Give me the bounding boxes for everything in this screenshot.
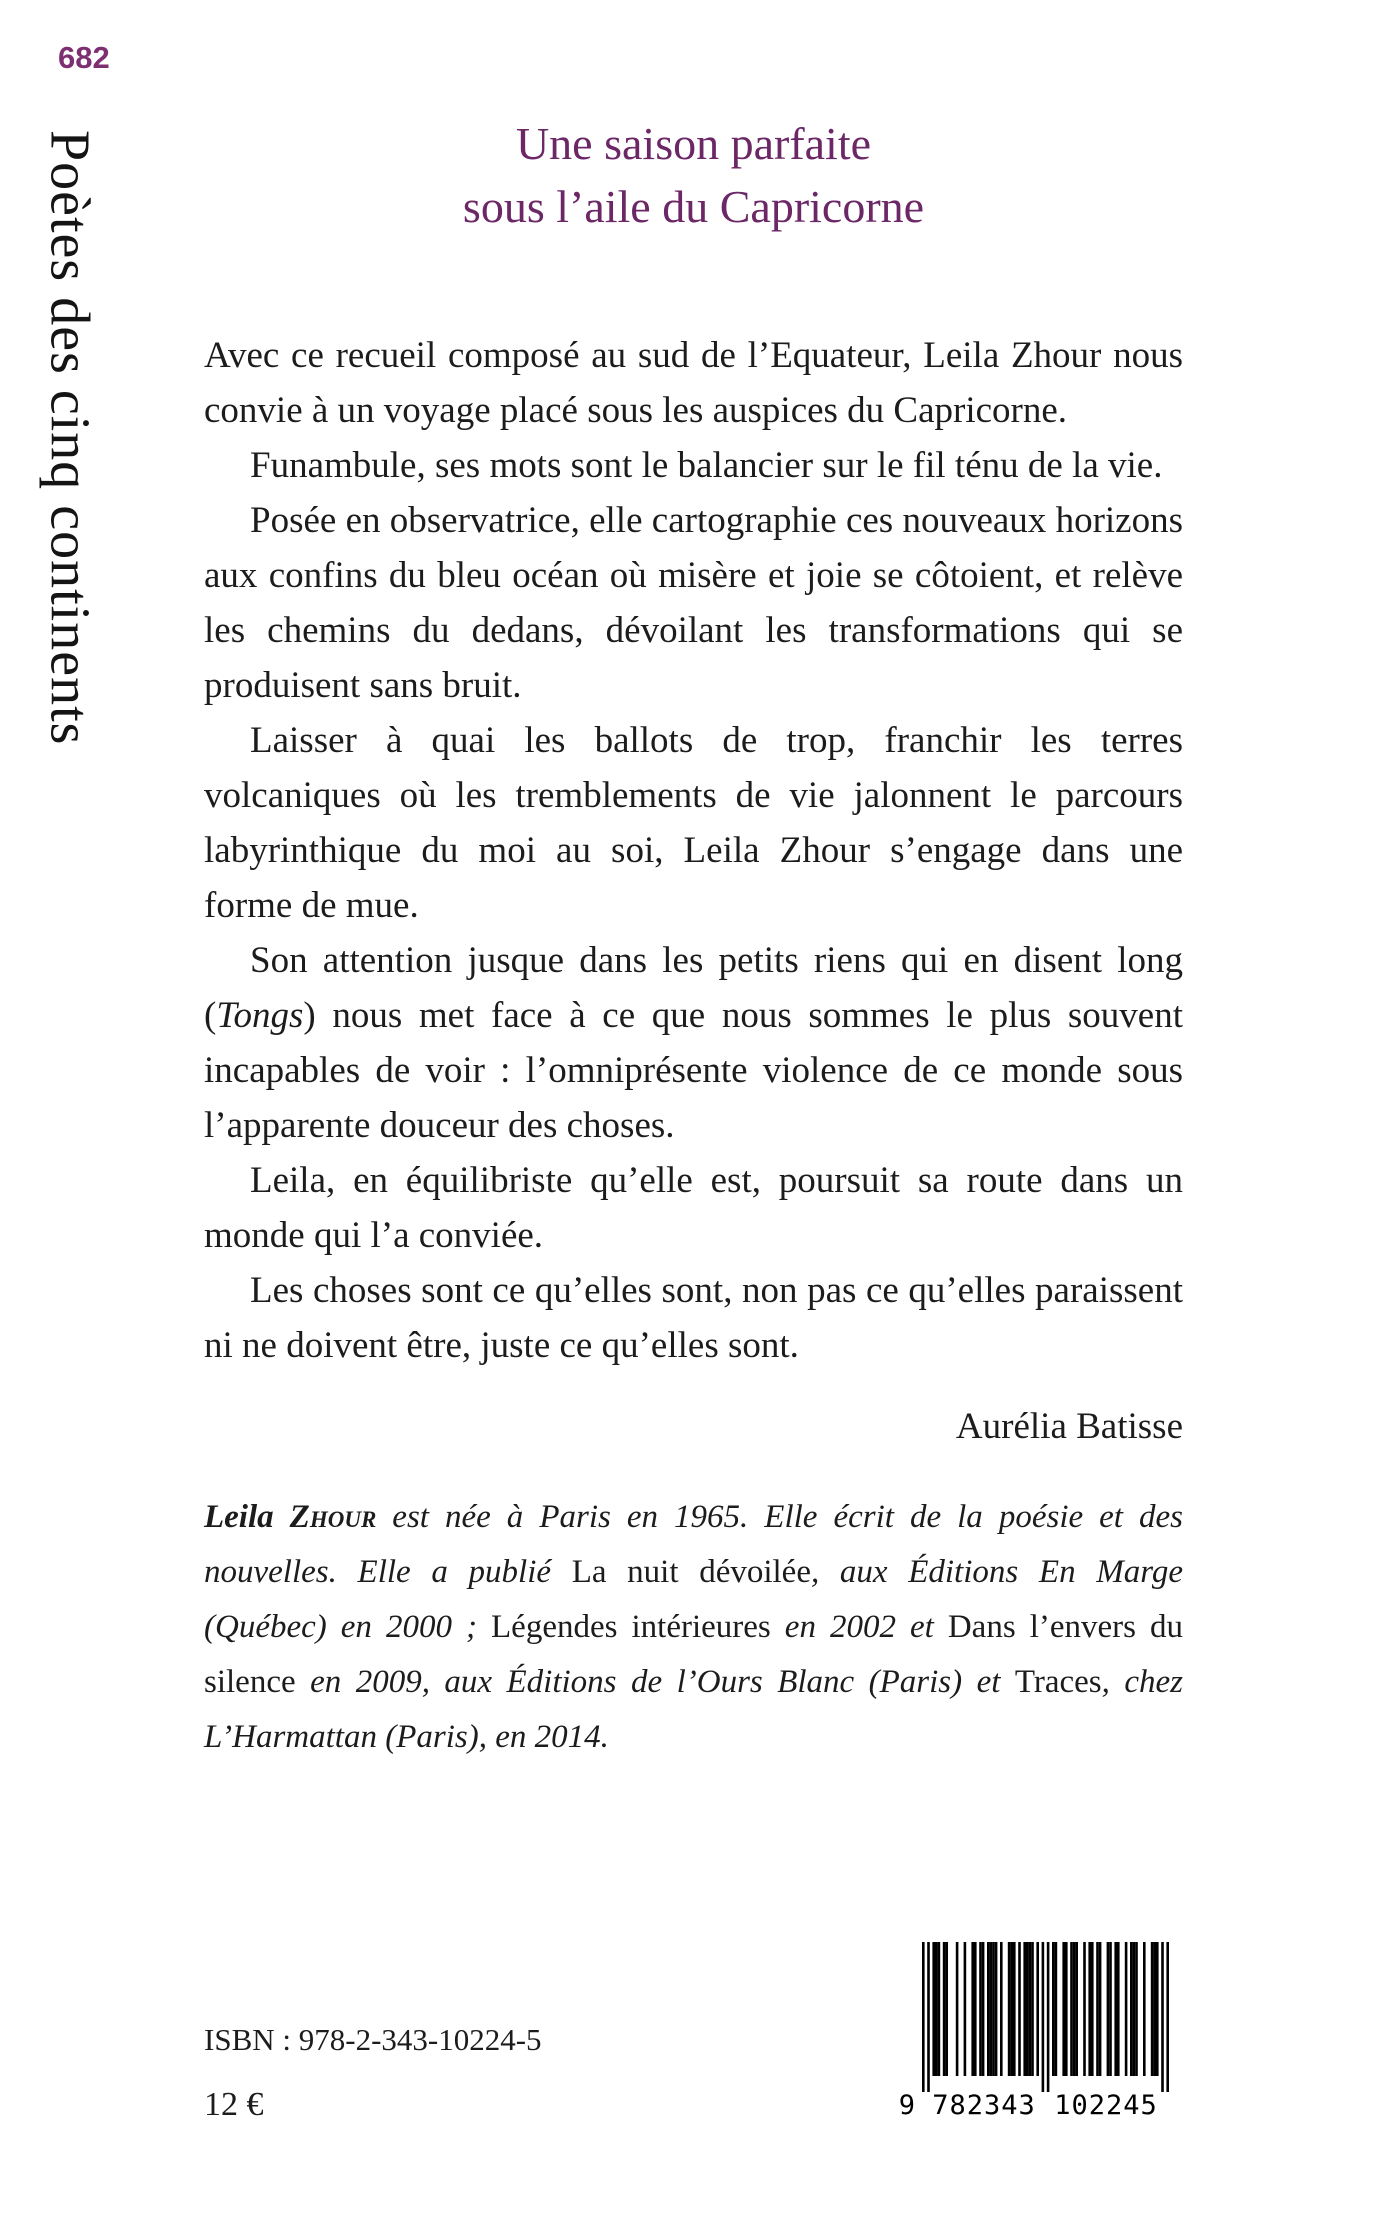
- collection-number: 682: [58, 40, 110, 75]
- text-segment: , chez L’Harmattan (Paris), en 2014.: [204, 1664, 1184, 1755]
- barcode-bar: [1109, 1942, 1112, 2076]
- barcode-bar: [995, 1942, 998, 2076]
- price: 12 €: [204, 2086, 264, 2123]
- barcode: [900, 1942, 1190, 2125]
- barcode-digits-right: 102245: [1054, 2090, 1158, 2120]
- book-title-line1: Une saison parfaite: [515, 118, 872, 169]
- barcode-bar: [1000, 1942, 1003, 2076]
- blurb-paragraph: [204, 438, 1183, 493]
- barcode-bar: [927, 1942, 930, 2092]
- text-segment: en 2002 et: [770, 1609, 948, 1645]
- book-title-line2: sous l’aile du Capricorne: [462, 181, 925, 232]
- text-segment: ) nous met face à ce que nous sommes le plus souvent incapables de voir : l’omniprésente violence de ce monde sous l’apparente douceur des choses.: [204, 995, 1183, 1146]
- barcode-bar: [1088, 1942, 1091, 2076]
- collection-title-vertical: Poètes des cinq continents: [38, 130, 101, 746]
- text-segment: en 2009, aux Éditions de l’Ours Blanc (Paris) et: [295, 1664, 1015, 1700]
- barcode-bar: [943, 1942, 946, 2076]
- barcode-bar: [1153, 1942, 1156, 2076]
- barcode-bar: [1143, 1942, 1146, 2076]
- text-segment: Légendes intérieures: [491, 1609, 771, 1645]
- barcode-bar: [1166, 1942, 1169, 2092]
- barcode-digit-first: 9: [900, 2090, 916, 2120]
- barcode-bar: [1042, 1942, 1045, 2092]
- barcode-bar: [1018, 1942, 1021, 2076]
- blurb-paragraph: [204, 1263, 1183, 1373]
- barcode-bar: [1096, 1942, 1099, 2076]
- barcode-bar: [1075, 1942, 1078, 2076]
- barcode-bar: [979, 1942, 982, 2076]
- barcode-digits-left: 782343: [932, 2090, 1036, 2120]
- barcode-bar: [992, 1942, 995, 2076]
- barcode-bar: [1023, 1942, 1026, 2076]
- author-bio: [204, 1490, 1183, 1765]
- text-segment: Dans l’envers du silence: [204, 1609, 1184, 1700]
- barcode-bars: [900, 1942, 1190, 2120]
- text-segment: , aux Éditions En Marge (Québec) en 2000 ;: [204, 1554, 1183, 1645]
- barcode-bar: [1107, 1942, 1110, 2076]
- barcode-bar: [1125, 1942, 1128, 2076]
- barcode-bar: [1008, 1942, 1011, 2076]
- barcode-bar: [1161, 1942, 1164, 2092]
- barcode-bar: [964, 1942, 967, 2076]
- barcode-bar: [1036, 1942, 1039, 2076]
- barcode-bar: [938, 1942, 941, 2076]
- barcode-bar: [1062, 1942, 1065, 2076]
- blurb-paragraph: [204, 493, 1183, 713]
- barcode-bar: [1156, 1942, 1159, 2076]
- text-segment: Posée en observatrice, elle cartographie ces nouveaux horizons aux confins du bleu océan où misère et joie se côtoient, et relève les chemins du dedans, dévoilant les transformations qui se produisent sans bruit.: [204, 500, 1183, 706]
- barcode-bar: [1117, 1942, 1120, 2076]
- barcode-bar: [1133, 1942, 1136, 2076]
- barcode-bar: [1130, 1942, 1133, 2076]
- barcode-bar: [1047, 1942, 1050, 2092]
- barcode-bar: [956, 1942, 959, 2076]
- barcode-bar: [945, 1942, 948, 2076]
- text-segment: Son attention jusque dans les petits riens qui en disent long (: [204, 940, 1183, 1036]
- barcode-bar: [1010, 1942, 1013, 2076]
- barcode-bar: [1135, 1942, 1138, 2076]
- text-column: [204, 328, 1183, 1765]
- barcode-bar: [935, 1942, 938, 2076]
- isbn: ISBN : 978-2-343-10224-5: [204, 2022, 542, 2057]
- text-segment: Traces: [1014, 1664, 1102, 1700]
- book-title: [204, 112, 1183, 238]
- text-segment: Funambule, ses mots sont le balancier sur le fil ténu de la vie.: [250, 445, 1163, 486]
- author-signature: Aurélia Batisse: [955, 1406, 1183, 1447]
- text-segment: Avec ce recueil composé au sud de l’Equateur, Leila Zhour nous convie à un voyage placé sous les auspices du Capricorne.: [204, 335, 1183, 431]
- blurb-paragraph: [204, 328, 1183, 438]
- barcode-bar: [1065, 1942, 1068, 2076]
- barcode-bar: [982, 1942, 985, 2076]
- barcode-bar: [1083, 1942, 1086, 2076]
- text-segment: La nuit dévoilée: [571, 1554, 811, 1590]
- barcode-bar: [1052, 1942, 1055, 2076]
- barcode-bar: [974, 1942, 977, 2076]
- barcode-bar: [1031, 1942, 1034, 2076]
- text-segment: Laisser à quai les ballots de trop, franchir les terres volcaniques où les tremblements de vie jalonnent le parcours labyrinthique du moi au soi, Leila Zhour s’engage dans une forme de mue.: [204, 720, 1183, 926]
- barcode-bar: [1091, 1942, 1094, 2076]
- text-segment: Les choses sont ce qu’elles sont, non pas ce qu’elles paraissent ni ne doivent être, juste ce qu’elles sont.: [204, 1270, 1183, 1366]
- barcode-bar: [1151, 1942, 1154, 2076]
- blurb: [204, 328, 1183, 1373]
- barcode-bar: [932, 1942, 935, 2076]
- barcode-bar: [1114, 1942, 1117, 2076]
- barcode-bar: [1070, 1942, 1073, 2076]
- text-segment: est née à Paris en 1965. Elle écrit de la poésie et des nouvelles. Elle a publié: [204, 1499, 1183, 1590]
- blurb-paragraph: [204, 933, 1183, 1153]
- text-segment: Leila, en équilibriste qu’elle est, poursuit sa route dans un monde qui l’a conviée.: [204, 1160, 1183, 1256]
- barcode-bar: [1099, 1942, 1102, 2076]
- text-segment: Zhour: [289, 1499, 377, 1535]
- barcode-bar: [971, 1942, 974, 2076]
- barcode-bar: [1055, 1942, 1058, 2076]
- barcode-bar: [990, 1942, 993, 2076]
- barcode-bar: [922, 1942, 925, 2092]
- blurb-paragraph: [204, 713, 1183, 933]
- barcode-bar: [1013, 1942, 1016, 2076]
- text-segment: Tongs: [216, 995, 304, 1036]
- barcode-bar: [987, 1942, 990, 2076]
- barcode-bar: [1029, 1942, 1032, 2076]
- barcode-bar: [1026, 1942, 1029, 2076]
- barcode-bar: [1073, 1942, 1076, 2076]
- text-segment: Leila: [204, 1499, 290, 1535]
- blurb-paragraph: [204, 1153, 1183, 1263]
